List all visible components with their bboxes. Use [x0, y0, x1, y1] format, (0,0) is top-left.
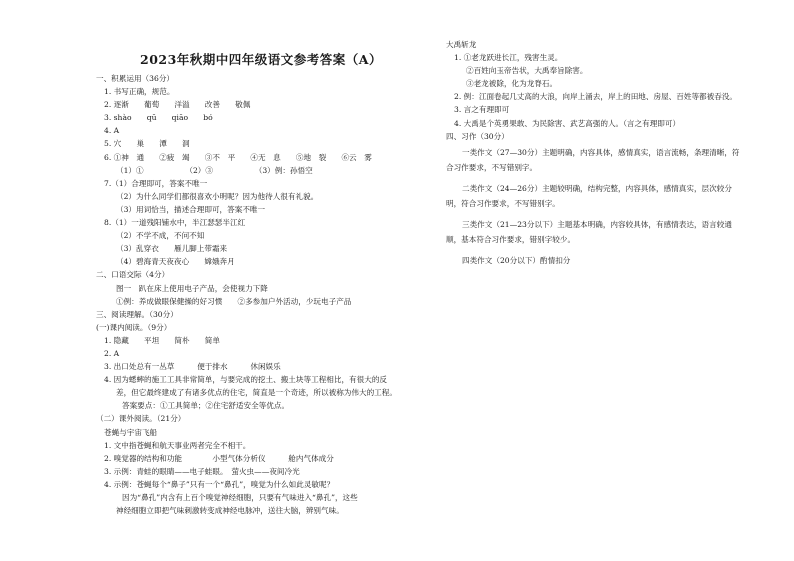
left-line: 6. ①神 通 ②疲 竭 ③不 平 ④无 息 ⑤地 裂 ⑥云 雾 [104, 152, 372, 162]
right-line: ③老龙被除，化为龙脊石。 [466, 79, 558, 89]
right-line: 2. 例：江面卷起几丈高的大浪，向岸上涌去，岸上的田地、房屋、百姓等都被吞没。 [454, 92, 738, 102]
left-line: 2. 嗅觉器的结构和功能 小型气体分析仪 舱内气体成分 [104, 453, 334, 463]
left-line: （二）课外阅读。（21分） [96, 414, 186, 424]
left-line: （3）用词恰当，描述合理即可，答案不唯一 [116, 204, 266, 214]
left-column [96, 50, 426, 517]
right-line: 4. 大禹是个英勇果敢、为民除害、武艺高强的人。（言之有理即可） [454, 118, 681, 128]
left-line: （1）① （2）③ （3）例：孙悟空 [116, 165, 313, 175]
right-column [446, 38, 746, 273]
right-line: ②百姓向玉帝告状，大禹奉旨除害。 [466, 66, 588, 76]
left-line: 4. 因为蟋蟀的施工工具非常简单，与要完成的挖土、搬土块等工程相比，有很大的反 [104, 375, 388, 385]
left-line: 3. 出口处总有一丛草 便于排水 休闲娱乐 [104, 362, 281, 372]
left-line: 差，但它最终建成了有诸多优点的住宅，简直是一个奇迹，所以被称为伟大的工程。 [116, 388, 397, 398]
left-line: 4. A [104, 126, 120, 136]
right-line: 3. 言之有理即可 [454, 105, 510, 115]
left-line: 2. 逐渐 葡萄 洋溢 改善 敬佩 [104, 100, 251, 110]
left-line: （2）不学不成，不问不知 [116, 231, 205, 241]
left-line: （3）乱穿衣 雁儿脚上带霜来 [116, 244, 228, 254]
left-line: 神经细胞立即把气味刺激转变成神经电脉冲，送往大脑，辨别气味。 [116, 506, 344, 516]
left-line: 三、阅读理解。（30分） [96, 309, 178, 319]
right-line: 四、习作（30分） [446, 131, 509, 141]
left-line: （4）碧海青天夜夜心 嫦娥奔月 [116, 257, 235, 267]
right-line: 大禹斩龙 [446, 40, 477, 49]
right-line: 1. ①老龙跃进长江，残害生灵。 [454, 53, 563, 63]
left-line: ①例：养成做眼保健操的好习惯 ②多参加户外活动，少玩电子产品 [116, 296, 352, 306]
left-line: 1. 书写正确，规范。 [104, 87, 175, 97]
left-line: 3. shào qū qiāo bó [104, 113, 213, 123]
left-line: 3. 示例：青蛙的眼睛——电子蛙眼。 萤火虫——夜间冷光 [104, 466, 300, 476]
left-line: 二、口语交际（4分） [96, 270, 170, 280]
left-line: 一、积累运用（36分） [96, 74, 175, 83]
right-answer-list [446, 38, 746, 143]
left-line: 因为“鼻孔”内含有上百个嗅觉神经细胞，只要有气味进入“鼻孔”，这些 [122, 493, 358, 502]
composition-grade-paragraph: 四类作文（20分以下）酌情扣分 [462, 255, 571, 265]
left-line: 答案要点：①工具简单；②住宅舒适安全等优点。 [122, 401, 290, 411]
composition-grade-paragraph: 三类作文（21—23分以下）主题基本明确，内容较具体，有感情表达，语言较通顺，基本符合习作要求，错别字较少。 [446, 219, 732, 245]
left-line: 5. 穴 巢 潭 洞 [104, 139, 190, 149]
composition-grade-paragraph: 一类作文（27—30分）主题明确，内容具体，感情真实，语言流畅，条理清晰，符合习作要求，不写错别字。 [446, 147, 740, 173]
left-answer-list [96, 72, 426, 517]
composition-grade-paragraph: 二类作文（24—26分）主题较明确，结构完整，内容具体，感情真实，层次较分明，符合习作要求，不写错别字。 [446, 183, 732, 209]
left-line: 苍蝇与宇宙飞船 [104, 427, 158, 437]
left-line: （2）为什么同学们都很喜欢小明呢？因为他待人很有礼貌。 [116, 191, 319, 201]
left-line: 2. A [104, 348, 120, 358]
left-line: 4. 示例：苍蝇每个“鼻子”只有一个“鼻孔”，嗅觉为什么如此灵敏呢？ [104, 479, 335, 489]
left-line: 7.（1）合理即可，答案不唯一 [104, 178, 208, 188]
left-line: 1. 文中指苍蝇和航天事业两者完全不相干。 [104, 440, 251, 450]
page-title: 2023年秋期中四年级语文参考答案（A） [140, 52, 382, 67]
left-line: 图一 趴在床上使用电子产品，会使视力下降 [116, 283, 268, 293]
left-line: 1. 隐藏 平坦 简朴 简单 [104, 335, 220, 345]
left-line: (一)课内阅读。（9分） [96, 322, 172, 332]
left-line: 8.（1）一道残阳铺水中，半江瑟瑟半江红 [104, 218, 246, 228]
composition-criteria [446, 145, 746, 269]
